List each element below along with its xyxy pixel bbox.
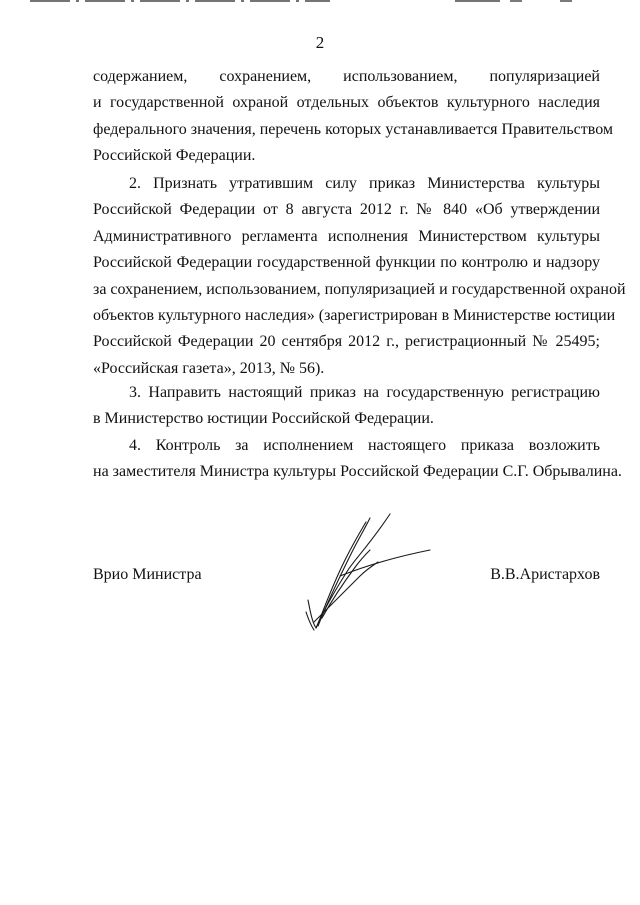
handwritten-signature [300,510,440,640]
text-line: на заместителя Министра культуры Российской Федерации С.Г. Обрывалина. [93,463,622,481]
text-line: Российской Федерации от 8 августа 2012 г. № 840 «Об утверждении [93,201,600,219]
signer-position: Врио Министра [93,566,202,583]
paragraph-1 [93,64,614,170]
text-line: содержанием, сохранением, использованием, популяризацией [93,68,600,85]
text-line: 3. Направить настоящий приказ на государственную регистрацию [129,384,600,401]
text-line: 4. Контроль за исполнением настоящего приказа возложить [129,437,600,454]
page-number: 2 [315,33,325,52]
scan-edge-marks [0,0,640,6]
text-line: 2. Признать утратившим силу приказ Министерства культуры [129,175,600,192]
text-line: в Министерство юстиции Российской Федерации. [93,410,434,428]
text-line: Российской Федерации 20 сентября 2012 г., регистрационный № 25495; [93,333,600,351]
text-line: Административного регламента исполнения Министерством культуры [93,227,600,245]
text-line: объектов культурного наследия» (зарегистрирован в Министерстве юстиции [93,307,616,325]
text-line: Российской Федерации. [93,147,256,165]
text-line: федерального значения, перечень которых устанавливается Правительством [93,120,614,138]
text-line: Российской Федерации государственной функции по контролю и надзору [93,254,600,272]
text-line: «Российская газета», 2013, № 56). [93,359,325,377]
paragraph-4 [93,433,622,486]
paragraph-2 [93,171,626,382]
signer-name: В.В.Аристархов [490,566,600,583]
paragraph-3 [93,380,600,433]
text-line: и государственной охраной отдельных объектов культурного наследия [93,94,600,112]
text-line: за сохранением, использованием, популяризацией и государственной охраной [93,280,626,298]
